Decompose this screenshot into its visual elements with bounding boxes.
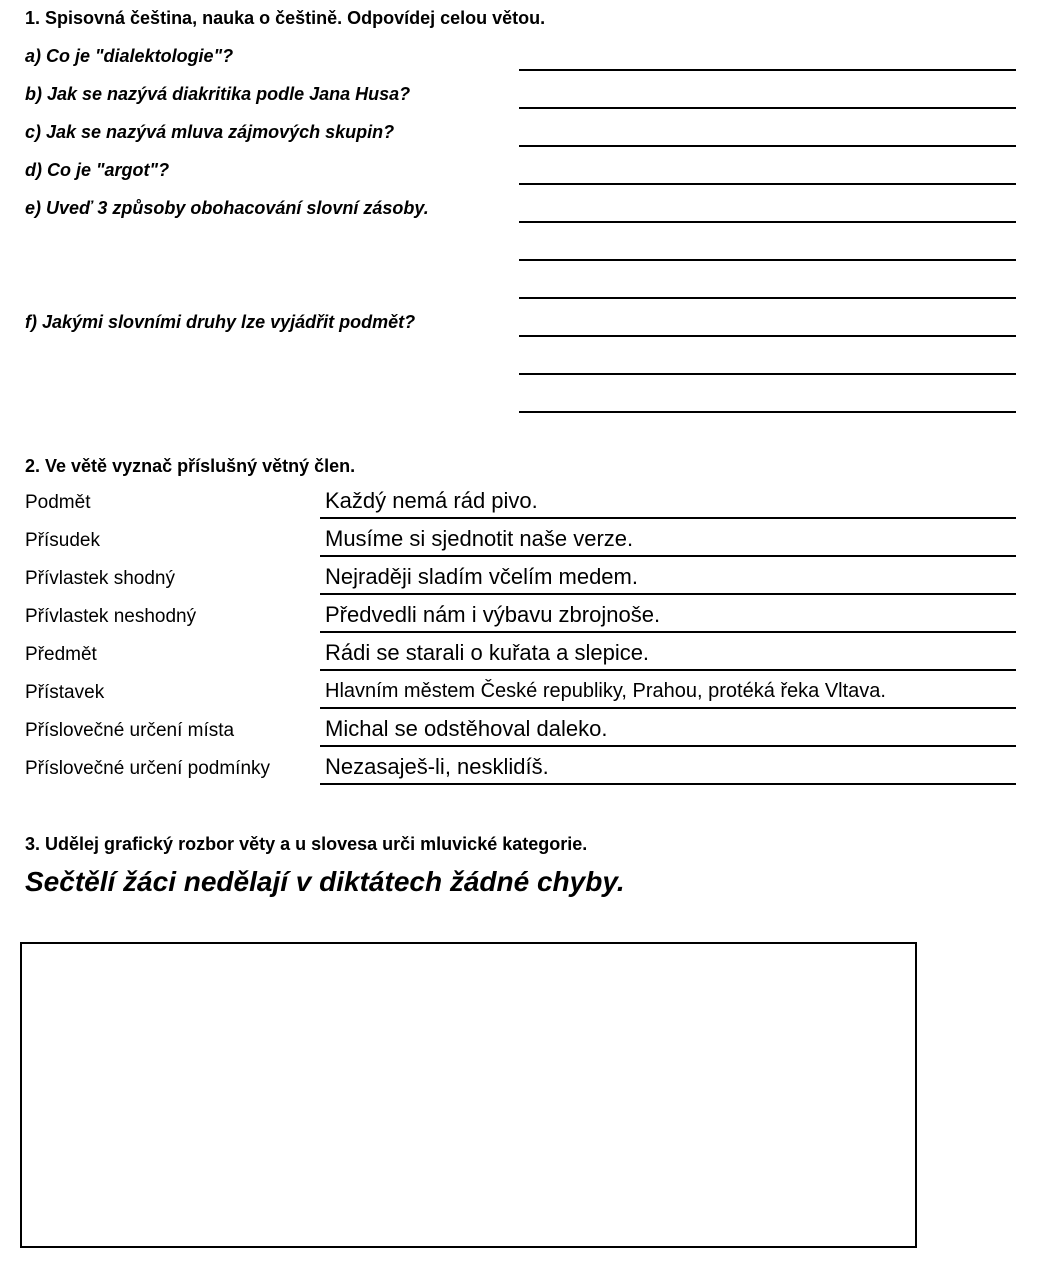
analysis-sentence: Sečtělí žáci nedělají v diktátech žádné chyby. (25, 866, 625, 897)
answer-line-c[interactable] (519, 145, 1016, 147)
question-e: e) Uveď 3 způsoby obohacování slovní zásoby. (25, 198, 429, 218)
section1-heading: 1. Spisovná čeština, nauka o češtině. Odpovídej celou větou. (25, 8, 546, 28)
row-underline (320, 555, 1016, 557)
row-underline (320, 631, 1016, 633)
sentence-predmet[interactable]: Rádi se starali o kuřata a slepice. (325, 640, 650, 665)
row-underline (320, 745, 1016, 747)
sentence-prisudek[interactable]: Musíme si sjednotit naše verze. (325, 526, 634, 551)
term-pu-podminky: Příslovečné určení podmínky (25, 758, 271, 779)
term-prisudek: Přísudek (25, 530, 100, 551)
term-podmet: Podmět (25, 492, 91, 513)
row-underline (320, 707, 1016, 709)
sentence-pu-podminky[interactable]: Nezasaješ-li, nesklidíš. (325, 754, 549, 779)
question-f: f) Jakými slovními druhy lze vyjádřit podmět? (25, 312, 416, 332)
sentence-privlastek-neshodny[interactable]: Předvedli nám i výbavu zbrojnoše. (325, 602, 661, 627)
row-underline (320, 669, 1016, 671)
sentence-pu-mista[interactable]: Michal se odstěhoval daleko. (325, 716, 608, 741)
term-privlastek-neshodny: Přívlastek neshodný (25, 606, 197, 627)
answer-line-f3[interactable] (519, 411, 1016, 413)
answer-line-f2[interactable] (519, 373, 1016, 375)
row-underline (320, 783, 1016, 785)
sentence-podmet[interactable]: Každý nemá rád pivo. (325, 488, 538, 513)
answer-line-d[interactable] (519, 183, 1016, 185)
answer-line-a[interactable] (519, 69, 1016, 71)
row-underline (320, 517, 1016, 519)
sentence-pristavek[interactable]: Hlavním městem České republiky, Prahou, protéká řeka Vltava. (325, 680, 886, 702)
answer-line-b[interactable] (519, 107, 1016, 109)
section3-heading: 3. Udělej grafický rozbor věty a u slovesa urči mluvické kategorie. (25, 834, 588, 854)
question-b: b) Jak se nazývá diakritika podle Jana Husa? (25, 84, 411, 104)
term-pristavek: Přístavek (25, 682, 105, 703)
question-c: c) Jak se nazývá mluva zájmových skupin? (25, 122, 395, 142)
term-predmet: Předmět (25, 644, 97, 665)
section2-heading: 2. Ve větě vyznač příslušný větný člen. (25, 456, 356, 476)
row-underline (320, 593, 1016, 595)
analysis-drawing-box[interactable] (20, 942, 917, 1248)
sentence-privlastek-shodny[interactable]: Nejraději sladím včelím medem. (325, 564, 638, 589)
term-pu-mista: Příslovečné určení místa (25, 720, 235, 741)
answer-line-e1[interactable] (519, 221, 1016, 223)
term-privlastek-shodny: Přívlastek shodný (25, 568, 175, 589)
answer-line-f1[interactable] (519, 335, 1016, 337)
answer-line-e3[interactable] (519, 297, 1016, 299)
question-d: d) Co je "argot"? (25, 160, 170, 180)
answer-line-e2[interactable] (519, 259, 1016, 261)
question-a: a) Co je "dialektologie"? (25, 46, 234, 66)
